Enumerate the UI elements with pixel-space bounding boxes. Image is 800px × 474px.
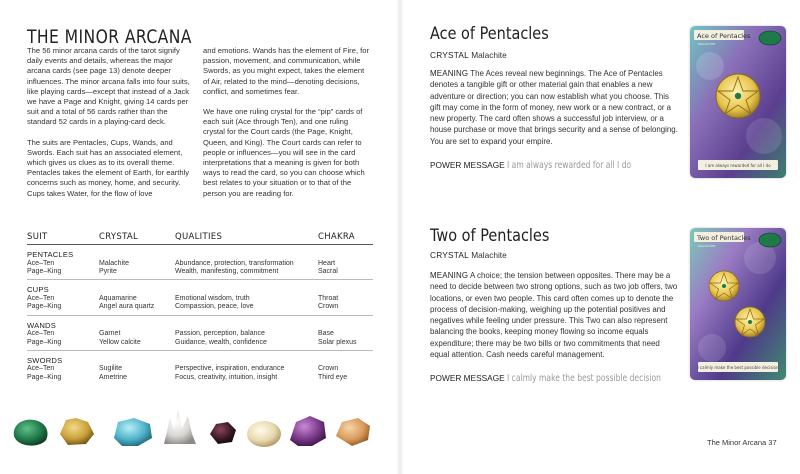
page-footer <box>707 438 777 447</box>
power-label: POWER MESSAGE <box>430 373 505 383</box>
table-group-row <box>27 280 373 295</box>
cell: Perspective, inspiration, endurance <box>175 365 285 373</box>
cell: Garnet <box>99 330 121 338</box>
garnet-stone <box>210 422 236 444</box>
ametrine-stone <box>336 418 370 446</box>
ace-of-pentacles-card <box>690 26 786 178</box>
cell: Guidance, wealth, confidence <box>175 338 267 346</box>
quartz-cluster <box>164 410 196 444</box>
card-crystal: MALACHITE <box>698 42 716 46</box>
card-heading: Two of Pentacles <box>430 226 550 246</box>
suits-table <box>27 232 373 383</box>
aquamarine-stone <box>114 418 152 446</box>
crystal-line <box>430 50 507 60</box>
cell: Ametrine <box>99 374 128 382</box>
malachite-icon <box>759 31 781 45</box>
malachite-icon <box>759 233 781 247</box>
footer-section: The Minor Arcana <box>707 438 767 447</box>
meaning-label: MEANING <box>430 271 469 280</box>
power-text: I am always rewarded for all I do <box>507 160 632 171</box>
cell: Third eye <box>318 374 348 382</box>
cell: Crown <box>318 303 339 311</box>
cell: Compassion, peace, love <box>175 303 254 311</box>
table-header-row <box>27 232 373 245</box>
table-row <box>27 295 373 304</box>
calcite-stone <box>247 421 281 447</box>
page-number: 37 <box>768 438 777 447</box>
two-of-pentacles-card <box>690 228 786 380</box>
meaning-label: MEANING <box>430 69 469 78</box>
power-label: POWER MESSAGE <box>430 160 505 170</box>
table-group-row <box>27 350 373 365</box>
paragraph: and emotions. Wands has the element of Fire, for passion, movement, and communication, while Swords, as you might expect, takes the element of Air, related to the mind—denoting decisions, conflict, and sometimes fear. <box>203 46 370 96</box>
book-gutter <box>396 0 404 474</box>
header-crystal: CRYSTAL <box>99 232 175 245</box>
cell: Solar plexus <box>318 338 357 346</box>
pyrite-stone <box>60 418 94 445</box>
paragraph: The 56 minor arcana cards of the tarot signify daily events and details, whereas the major arcana cards (see page 13) denote deeper influences. The minor arcana falls into four suits, like playing cards—except that instead of a Jack we have a Page and Knight, giving 14 cards per suit and a total of 56 cards rather than the standard 52 cards in a playing-card deck. <box>27 46 190 127</box>
table-row <box>27 365 373 374</box>
cell: Angel aura quartz <box>99 303 155 311</box>
header-chakra: CHAKRA <box>318 232 373 245</box>
meaning-body: A choice; the tension between opposites. There may be a need to decide between two strong options, such as two job offers, two locations, or even two people. This card often comes up to denote the process of decision-making, weighing up the potential positives and negatives while feeling under pressure. This Two can also represent balancing the books, keeping money flowing so income equals expenditure; there may be two bills or two commitments that need equal attention. Cash needs careful management. <box>430 271 678 360</box>
paragraph: We have one ruling crystal for the “pip” cards of each suit (Ace through Ten), and one ruling crystal for the Court cards (the Page, Knight, Queen, and King). The Court cards can refer to people or influences—you will see in the card interpretations that a meaning is given for both ways to read the card, so you can choose which best relates to your situation or to that of the person you are reading for. <box>203 107 365 198</box>
cell: Malachite <box>99 259 129 267</box>
table-row <box>27 330 373 339</box>
suit-name: CUPS <box>27 285 49 295</box>
cell: Page–King <box>27 268 62 276</box>
cell: Page–King <box>27 303 62 311</box>
power-message <box>430 160 662 171</box>
cell: Pyrite <box>99 268 117 276</box>
table-row <box>27 374 373 383</box>
header-suit: SUIT <box>27 232 99 245</box>
header-qualities: QUALITIES <box>175 232 318 245</box>
cell: Sugilite <box>99 365 122 373</box>
table-row <box>27 303 373 312</box>
power-text: I calmly make the best possible decision <box>507 373 661 384</box>
cell: Ace–Ten <box>27 259 55 267</box>
crystal-value: Malachite <box>471 250 507 260</box>
card-caption: I calmly make the best possible decision <box>697 365 779 370</box>
cell: Focus, creativity, intuition, insight <box>175 374 278 382</box>
cell: Sacral <box>318 268 338 276</box>
table-group-row <box>27 245 373 260</box>
suit-name: WANDS <box>27 320 56 330</box>
cell: Crown <box>318 365 339 373</box>
cell: Wealth, manifesting, commitment <box>175 268 279 276</box>
page-title: THE MINOR ARCANA <box>27 26 192 48</box>
crystal-label: CRYSTAL <box>430 50 469 60</box>
table-row <box>27 260 373 269</box>
cell: Passion, perception, balance <box>175 330 265 338</box>
crystal-label: CRYSTAL <box>430 250 469 260</box>
cell: Abundance, protection, transformation <box>175 259 294 267</box>
cell: Base <box>318 330 334 338</box>
paragraph: The suits are Pentacles, Cups, Wands, and Swords. Each suit has an associated element, which gives us clues as to its overall theme. Pentacles takes the element of Earth, for earthly concerns such as money, home, and security. Cups takes Water, for the flow of love <box>27 137 190 198</box>
card-crystal: MALACHITE <box>698 244 716 248</box>
crystal-value: Malachite <box>471 50 507 60</box>
suit-name: SWORDS <box>27 355 63 365</box>
cell: Ace–Ten <box>27 330 55 338</box>
card-caption: I am always rewarded for all I do <box>705 163 771 168</box>
text-column-2 <box>203 46 371 209</box>
cell: Page–King <box>27 338 62 346</box>
cell: Yellow calcite <box>99 338 141 346</box>
suit-name: PENTACLES <box>27 250 74 259</box>
meaning-text <box>430 270 680 360</box>
crystal-line <box>430 250 507 260</box>
table-group-row <box>27 315 373 330</box>
table-row <box>27 339 373 348</box>
cell: Emotional wisdom, truth <box>175 294 250 302</box>
power-message <box>430 373 699 384</box>
card-name: Two of Pentacles <box>697 234 751 242</box>
meaning-text <box>430 68 680 147</box>
malachite-stone <box>14 420 48 446</box>
crystals-image <box>10 404 376 450</box>
table-row <box>27 268 373 277</box>
cell: Throat <box>318 294 339 302</box>
card-name: Ace of Pentacles <box>697 32 751 40</box>
cell: Aquamarine <box>99 294 137 302</box>
text-column-1 <box>27 46 195 209</box>
cell: Ace–Ten <box>27 365 55 373</box>
cell: Heart <box>318 259 336 267</box>
meaning-body: The Aces reveal new beginnings. The Ace of Pentacles denotes a tangible gift or other material gain that enables a new adventure or direction; you can now establish what you choose. This gift may come in the form of money, new work or a new contract, or a new property. The card often shows a successful job interview, or a house purchase or move that brings security and a sense of belonging. You are set to expand your empire. <box>430 69 678 146</box>
cell: Page–King <box>27 374 62 382</box>
card-heading: Ace of Pentacles <box>430 24 549 44</box>
cell: Ace–Ten <box>27 294 55 302</box>
sugilite-stone <box>290 416 326 446</box>
